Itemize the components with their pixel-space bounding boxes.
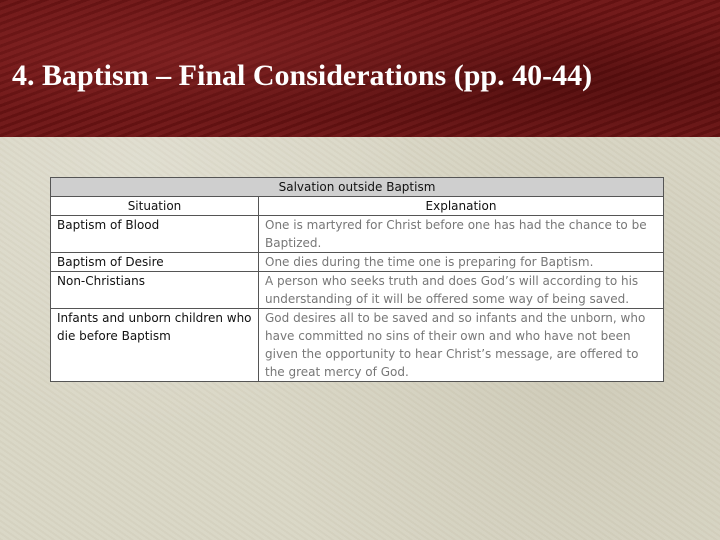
explanation-cell: One dies during the time one is preparing for Baptism.	[259, 253, 664, 272]
slide-title: 4. Baptism – Final Considerations (pp. 40-44)	[12, 59, 593, 92]
table-row	[51, 253, 664, 272]
situation-cell: Baptism of Blood	[51, 216, 259, 253]
situation-cell: Infants and unborn children who die before Baptism	[51, 309, 259, 382]
salvation-table	[50, 177, 663, 382]
situation-cell: Non-Christians	[51, 272, 259, 309]
explanation-cell: A person who seeks truth and does God’s will according to his understanding of it will be offered some way of being saved.	[259, 272, 664, 309]
situation-cell: Baptism of Desire	[51, 253, 259, 272]
explanation-cell: God desires all to be saved and so infants and the unborn, who have committed no sins of their own and who have not been given the opportunity to hear Christ’s message, are offered to the great mercy of God.	[259, 309, 664, 382]
explanation-cell: One is martyred for Christ before one has had the chance to be Baptized.	[259, 216, 664, 253]
table-row	[51, 216, 664, 253]
table-row	[51, 272, 664, 309]
table-caption: Salvation outside Baptism	[51, 178, 664, 197]
table-row	[51, 309, 664, 382]
column-header-explanation: Explanation	[259, 197, 664, 216]
column-header-situation: Situation	[51, 197, 259, 216]
